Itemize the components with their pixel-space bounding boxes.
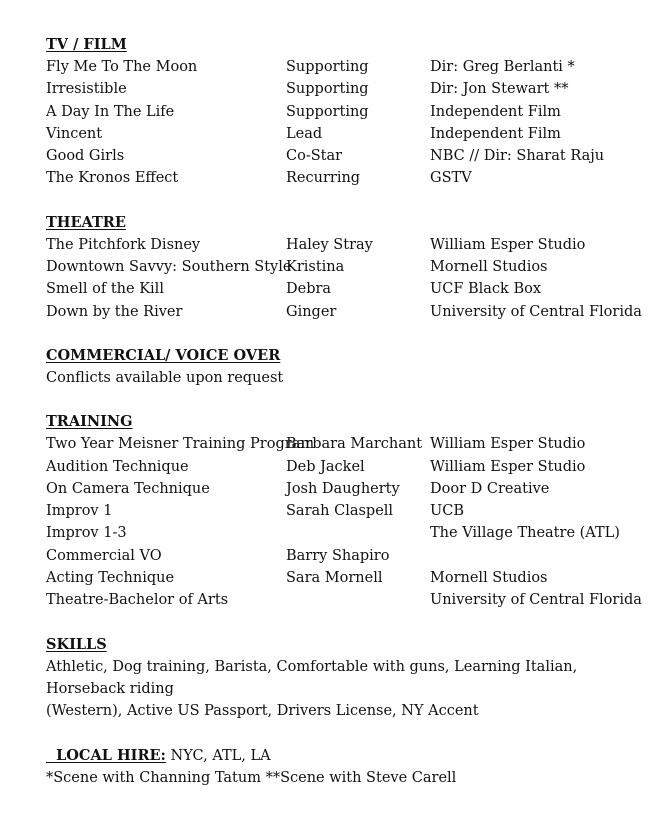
training-row-role: [286, 522, 430, 544]
training-row-credit: Mornell Studios: [430, 570, 548, 587]
theatre-row-credit: UCF Black Box: [430, 281, 542, 298]
tv-film-row-credit: Independent Film: [430, 125, 561, 142]
theatre-row: [46, 234, 626, 256]
tv-film-row-credit: NBC // Dir: Sharat Raju: [430, 148, 605, 165]
tv-film-row-title: A Day In The Life: [46, 103, 175, 120]
training-row-credit: Door D Creative: [430, 480, 550, 497]
local-hire-label-text: LOCAL HIRE:: [56, 746, 166, 764]
skills-section: [46, 634, 626, 723]
tv-film-row-credit: Independent Film: [430, 103, 561, 120]
training-row-title: Two Year Meisner Training Program: [46, 436, 315, 453]
tv-film-row-credit: GSTV: [430, 170, 472, 187]
commercial-heading: COMMERCIAL/ VOICE OVER: [46, 346, 281, 364]
tv-film-row: [46, 123, 626, 145]
theatre-row: [46, 256, 626, 278]
training-row-role: Josh Daugherty: [286, 480, 400, 497]
training-row-role: Sarah Claspell: [286, 503, 394, 520]
training-heading: TRAINING: [46, 413, 133, 431]
training-row-role: Deb Jackel: [286, 458, 365, 475]
training-row: [46, 456, 626, 478]
training-row-role: Barry Shapiro: [286, 547, 390, 564]
tv-film-row: [46, 145, 626, 167]
theatre-row-credit: William Esper Studio: [430, 236, 586, 253]
theatre-row-title: Downtown Savvy: Southern Style: [46, 259, 292, 276]
training-row-title: Improv 1: [46, 503, 113, 520]
skills-line-2: (Western), Active US Passport, Drivers License, NY Accent: [46, 703, 479, 720]
tv-film-row-title: The Kronos Effect: [46, 170, 179, 187]
theatre-heading: THEATRE: [46, 213, 126, 231]
commercial-section: [46, 345, 626, 389]
theatre-row-role: Ginger: [286, 303, 337, 320]
skills-heading: SKILLS: [46, 635, 107, 653]
tv-film-row-credit: Dir: Greg Berlanti *: [430, 59, 575, 75]
tv-film-row: [46, 78, 626, 100]
tv-film-row-role: Lead: [286, 125, 323, 142]
theatre-row-role: Haley Stray: [286, 236, 373, 253]
tv-film-row-role: Recurring: [286, 170, 361, 187]
training-row-credit: William Esper Studio: [430, 436, 586, 453]
tv-film-row-role: Supporting: [286, 59, 369, 75]
training-row: [46, 522, 626, 544]
training-row: [46, 567, 626, 589]
training-row: [46, 478, 626, 500]
tv-film-section: [46, 34, 626, 190]
training-section: [46, 411, 642, 611]
tv-film-row-role: Co-Star: [286, 148, 343, 165]
training-row-credit: University of Central Florida: [430, 592, 642, 609]
theatre-row-title: The Pitchfork Disney: [46, 236, 201, 253]
theatre-row-title: Down by the River: [46, 303, 183, 320]
tv-film-row: [46, 167, 626, 189]
local-hire-label: [46, 747, 166, 764]
theatre-row: [46, 278, 626, 300]
training-row-role: Sara Mornell: [286, 570, 383, 587]
training-row-credit: William Esper Studio: [430, 458, 586, 475]
tv-film-row: [46, 101, 626, 123]
training-row-credit: The Village Theatre (ATL): [430, 525, 620, 542]
theatre-row-title: Smell of the Kill: [46, 281, 164, 298]
local-hire-section: [46, 745, 626, 790]
training-row: [46, 545, 626, 567]
tv-film-row-credit: Dir: Jon Stewart **: [430, 81, 569, 98]
footnote: *Scene with Channing Tatum **Scene with Steve Carell: [46, 769, 457, 786]
local-hire-line: [46, 745, 626, 767]
tv-film-row-title: Irresistible: [46, 81, 127, 98]
theatre-row: [46, 301, 642, 323]
resume-page: [46, 34, 642, 789]
tv-film-row-role: Supporting: [286, 103, 369, 120]
training-row-role: [286, 589, 430, 611]
training-row-role: Barbara Marchant: [286, 436, 423, 453]
tv-film-row: [46, 56, 626, 78]
tv-film-row-role: Supporting: [286, 81, 369, 98]
theatre-row-role: Kristina: [286, 259, 345, 276]
theatre-section: [46, 212, 642, 323]
training-row-title: Commercial VO: [46, 547, 162, 564]
theatre-row-credit: Mornell Studios: [430, 259, 548, 276]
local-hire-value: NYC, ATL, LA: [165, 747, 271, 764]
training-row: [46, 433, 626, 455]
training-row: [46, 500, 626, 522]
tv-film-row-title: Fly Me To The Moon: [46, 59, 198, 75]
training-row-credit: [430, 545, 626, 567]
training-row-title: On Camera Technique: [46, 480, 210, 497]
training-row-credit: UCB: [430, 503, 464, 520]
training-row: [46, 589, 642, 611]
tv-film-row-title: Good Girls: [46, 148, 125, 165]
training-row-title: Acting Technique: [46, 570, 175, 587]
skills-line-1: Athletic, Dog training, Barista, Comfortable with guns, Learning Italian, Horseback riding: [46, 658, 578, 697]
training-row-title: Improv 1-3: [46, 525, 127, 542]
tv-film-row-title: Vincent: [46, 125, 103, 142]
training-row-title: Theatre-Bachelor of Arts: [46, 592, 229, 609]
theatre-row-credit: University of Central Florida: [430, 303, 642, 320]
training-row-title: Audition Technique: [46, 458, 189, 475]
commercial-text: Conflicts available upon request: [46, 369, 284, 386]
theatre-row-role: Debra: [286, 281, 332, 298]
tv-film-heading: TV / FILM: [46, 36, 127, 53]
